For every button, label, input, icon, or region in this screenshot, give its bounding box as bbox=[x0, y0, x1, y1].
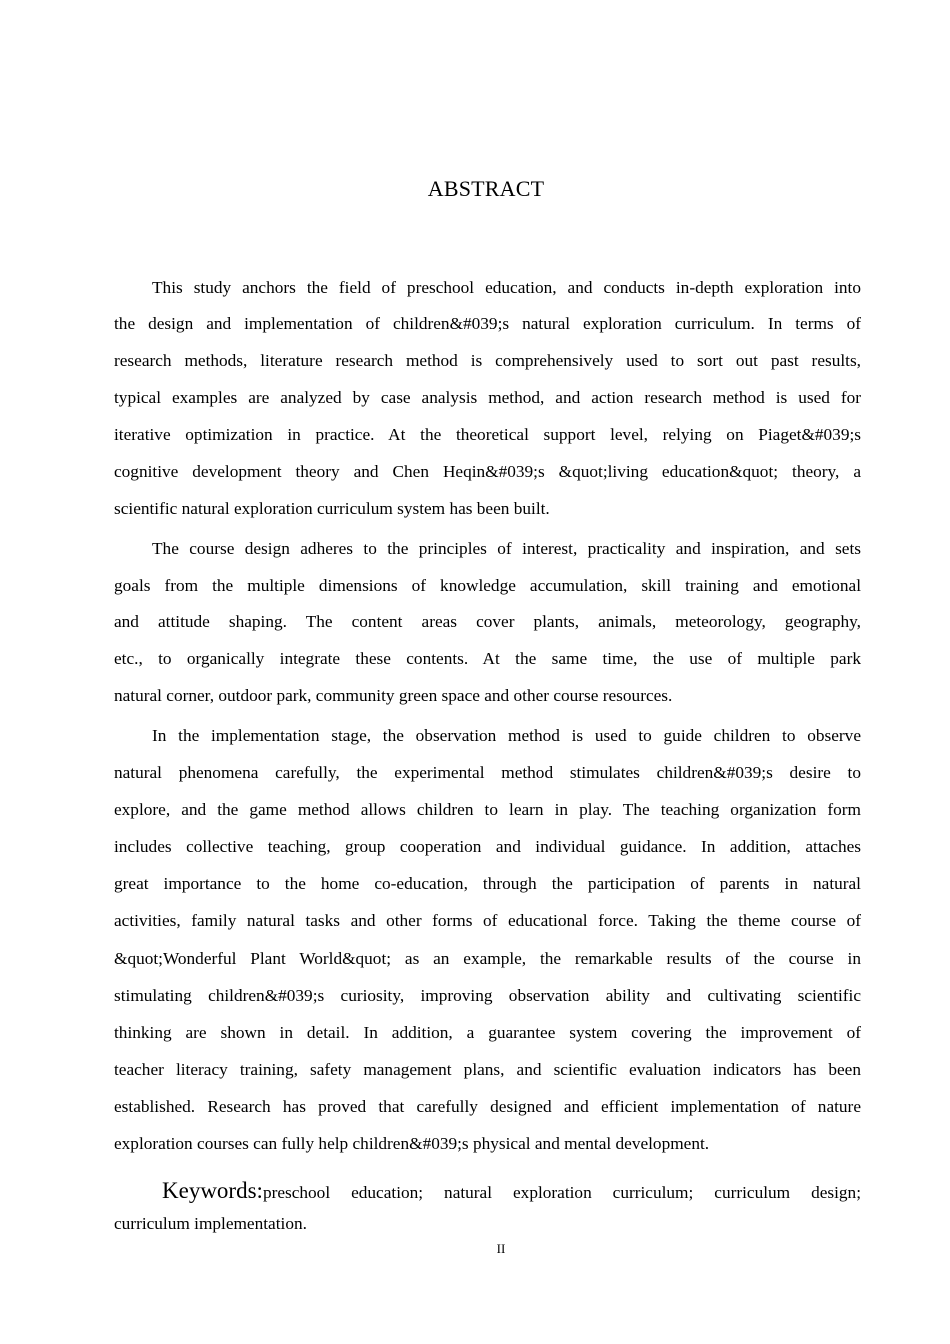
paragraph-1-line-1: This study anchors the field of preschool education, and conducts in-depth exploration into bbox=[152, 278, 861, 297]
paragraph-2-line-5: natural corner, outdoor park, community green space and other course resources. bbox=[114, 686, 673, 705]
paragraph-3-line-8: stimulating children&#039;s curiosity, improving observation ability and cultivating scientific bbox=[114, 986, 861, 1005]
paragraph-3-line-9: thinking are shown in detail. In addition, a guarantee system covering the improvement of bbox=[114, 1023, 861, 1042]
keywords-label: Keywords: bbox=[162, 1178, 263, 1203]
paragraph-2-line-2: goals from the multiple dimensions of knowledge accumulation, skill training and emotional bbox=[114, 576, 861, 595]
keywords-line-1 bbox=[162, 1178, 861, 1206]
paragraph-2-line-4: etc., to organically integrate these contents. At the same time, the use of multiple park bbox=[114, 649, 861, 668]
paragraph-1-line-4: typical examples are analyzed by case analysis method, and action research method is used for bbox=[114, 388, 861, 407]
paragraph-3-line-12: exploration courses can fully help children&#039;s physical and mental development. bbox=[114, 1134, 710, 1153]
paragraph-3-line-1: In the implementation stage, the observation method is used to guide children to observe bbox=[152, 726, 861, 745]
keywords-text: preschool education; natural exploration curriculum; curriculum design; bbox=[262, 1183, 861, 1202]
paragraph-3-line-10: teacher literacy training, safety management plans, and scientific evaluation indicators has been bbox=[114, 1060, 861, 1079]
paragraph-1-line-5: iterative optimization in practice. At the theoretical support level, relying on Piaget&#039;s bbox=[114, 425, 861, 444]
paragraph-3-line-6: activities, family natural tasks and other forms of educational force. Taking the theme course of bbox=[114, 911, 861, 930]
paragraph-3-line-4: includes collective teaching, group cooperation and individual guidance. In addition, attaches bbox=[114, 837, 861, 856]
paragraph-1-line-2: the design and implementation of children&#039;s natural exploration curriculum. In terms of bbox=[114, 314, 861, 333]
paragraph-1-line-3: research methods, literature research method is comprehensively used to sort out past results, bbox=[114, 351, 861, 370]
page-number: II bbox=[496, 1241, 506, 1256]
paragraph-3-line-2: natural phenomena carefully, the experimental method stimulates children&#039;s desire to bbox=[114, 763, 861, 782]
paragraph-3-line-3: explore, and the game method allows children to learn in play. The teaching organization form bbox=[114, 800, 861, 819]
paragraph-1-line-6: cognitive development theory and Chen Heqin&#039;s &quot;living education&quot; theory, a bbox=[114, 462, 861, 481]
paragraph-2-line-1: The course design adheres to the principles of interest, practicality and inspiration, and sets bbox=[152, 539, 861, 558]
paragraph-3-line-11: established. Research has proved that carefully designed and efficient implementation of nature bbox=[114, 1097, 861, 1116]
keywords-line-2: curriculum implementation. bbox=[114, 1214, 307, 1233]
paragraph-3-line-7: &quot;Wonderful Plant World&quot; as an example, the remarkable results of the course in bbox=[114, 949, 861, 968]
paragraph-3-line-5: great importance to the home co-education, through the participation of parents in natural bbox=[114, 874, 861, 893]
paragraph-1-line-7: scientific natural exploration curriculum system has been built. bbox=[114, 499, 550, 518]
abstract-title: ABSTRACT bbox=[427, 176, 545, 201]
paragraph-2-line-3: and attitude shaping. The content areas cover plants, animals, meteorology, geography, bbox=[114, 612, 861, 631]
